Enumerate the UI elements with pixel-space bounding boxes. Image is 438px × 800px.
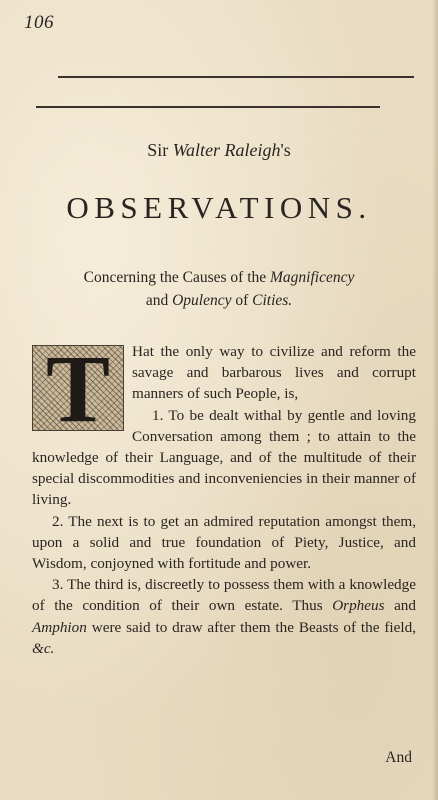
paragraph-1-text: 1. To be dealt withal by gentle and loving Conversation among them ; to attain to the knowledge of their Language, and of the multitude of their special discommodities and inconveniencies in their manner of living. [32,406,416,509]
paragraph-2-text: 2. The next is to get an admired reputation amongst them, upon a solid and true foundation of Piety, Justice, and Wisdom, conjoyned with fortitude and power. [32,512,416,573]
subtitle-line2-c: of [231,292,253,309]
running-title-suffix: 's [280,140,291,160]
running-title-name: Walter Raleigh [172,140,281,160]
running-title-prefix: Sir [147,140,173,160]
catchword: And [385,749,412,766]
page-edge [432,0,438,800]
paragraph-2 [32,511,416,575]
paragraph-intro: Hat the only way to civilize and reform the savage and barbarous lives and corrupt manners of such People, is, [132,343,416,403]
paragraph-3-etc: &c. [32,639,55,657]
subtitle-line2-a: and [145,292,173,309]
subtitle [0,266,438,312]
paragraph-3 [32,574,416,659]
subtitle-line2-d: Cities. [252,292,293,309]
top-rule-lower [36,106,380,108]
paragraph-3-c: and [384,597,416,615]
drop-cap [32,335,124,442]
subtitle-line1-a: Concerning the Causes of the [83,269,271,286]
paragraph-3-e: were said to draw after them the Beasts of the field, [86,618,416,636]
running-title [0,140,438,161]
paragraph-3-a: 3. The third is, discreetly to possess them with a knowledge of the condition of their own estate. Thus [32,576,416,615]
page-number: 106 [24,12,54,33]
body-text [32,335,416,659]
drop-cap-letter: T [45,335,111,442]
subtitle-line2-b: Opulency [172,292,232,309]
paragraph-3-amphion: Amphion [32,618,87,636]
subtitle-line1-b: Magnificency [270,269,355,286]
paragraph-3-orpheus: Orpheus [332,597,385,615]
main-title: OBSERVATIONS. [66,190,372,225]
top-rule-upper [58,76,414,78]
